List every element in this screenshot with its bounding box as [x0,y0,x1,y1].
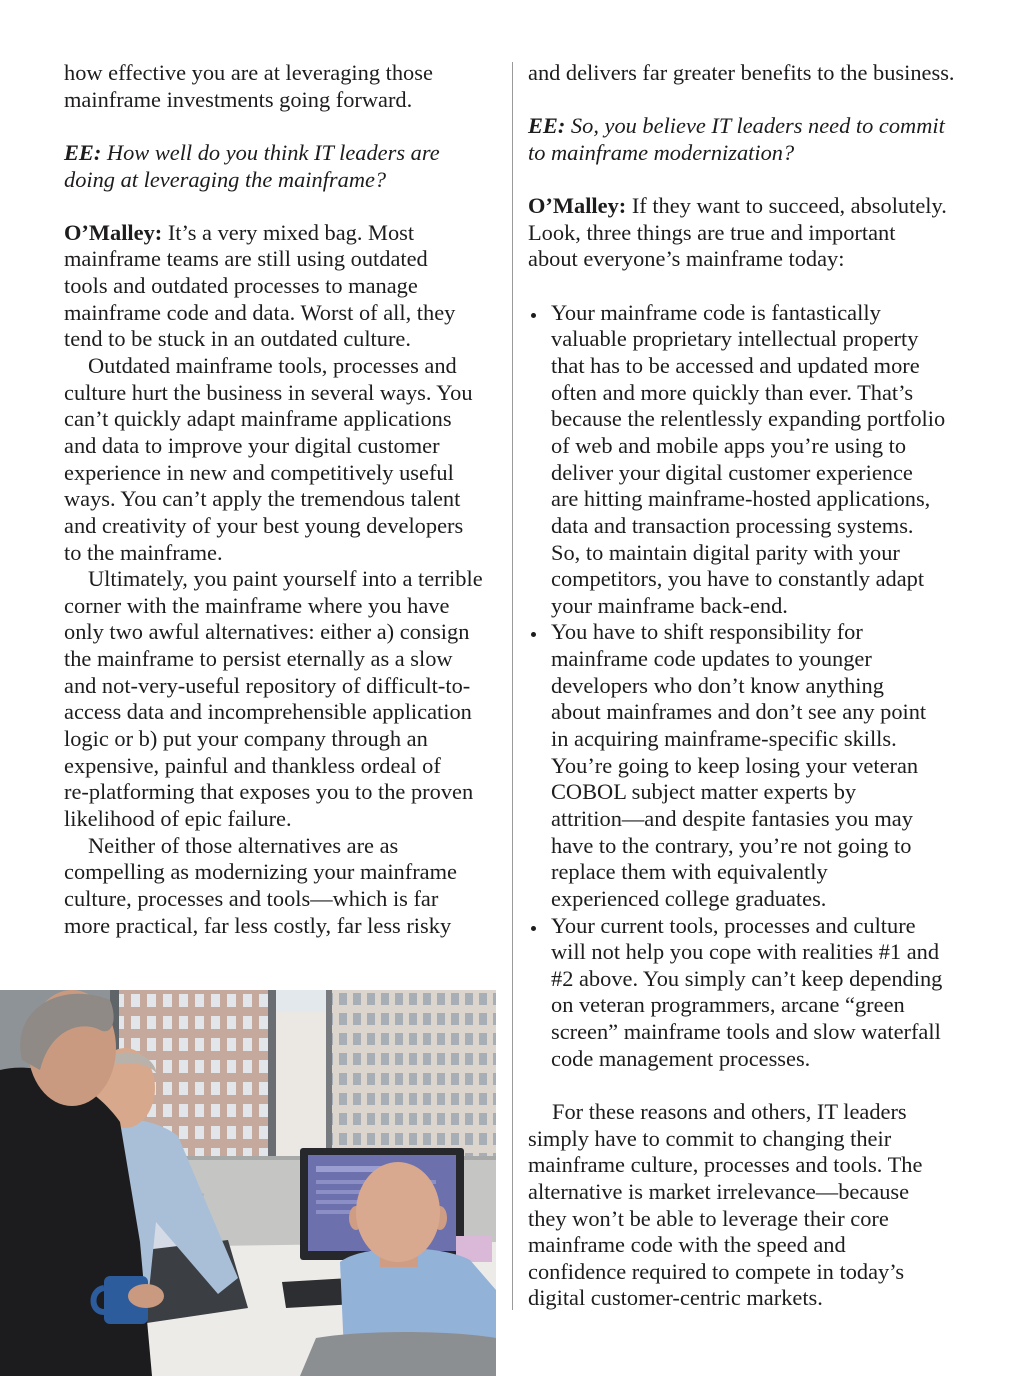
line-text: For these reasons and others, IT leaders [552,1098,907,1124]
text-line [551,619,1008,646]
line-text: they won’t be able to leverage their core [528,1205,889,1231]
office-photo-illustration [0,990,496,1376]
line-text: replace them with equivalently [551,859,828,885]
line-text: tend to be stuck in an outdated culture. [64,326,411,352]
bullet-text [551,913,1008,1073]
text-line [64,859,504,886]
text-line [528,113,1008,140]
bullet-icon [531,313,536,318]
text-line [528,1206,1008,1233]
bullet-item [528,619,1008,912]
text-line [551,833,1008,860]
text-line [551,433,1008,460]
text-line [528,1259,1008,1286]
line-text: will not help you cope with realities #1 and [551,939,940,965]
line-text: can’t quickly adapt mainframe applications [64,406,452,432]
bullet-item [528,913,1008,1073]
paragraph-block [64,566,504,832]
line-text: have to the contrary, you’re not going to [551,832,912,858]
line-text: data and transaction processing systems. [551,512,914,538]
line-text: competitors, you have to constantly adapt [551,566,925,592]
text-line [551,806,1008,833]
line-text: So, to maintain digital parity with your [551,539,900,565]
line-text: experience in new and competitively useful [64,459,454,485]
text-line [551,486,1008,513]
text-line [551,380,1008,407]
line-text: experienced college graduates. [551,885,827,911]
line-text: mainframe code with the speed and [528,1232,846,1258]
line-text: tools and outdated processes to manage [64,273,418,299]
text-line [551,886,1008,913]
text-line [64,779,504,806]
line-text: and data to improve your digital customer [64,432,440,458]
bullet-icon [531,926,536,931]
line-text: Look, three things are true and important [528,219,896,245]
text-line [551,406,1008,433]
column-divider [512,62,513,1310]
speaker-label: EE: [64,139,102,165]
office-chair [300,1332,496,1376]
line-text: How well do you think IT leaders are [106,139,440,165]
text-line [551,859,1008,886]
line-text: Your current tools, processes and culture [551,912,916,938]
paragraph-block [528,1099,1008,1312]
text-line [528,1152,1008,1179]
text-line [64,460,504,487]
bullets-block [528,300,1008,1073]
line-text: Outdated mainframe tools, processes and [88,353,457,379]
text-line [551,326,1008,353]
line-text: COBOL subject matter experts by [551,779,857,805]
text-line [64,380,504,407]
line-text: of web and mobile apps you’re using to [551,432,907,458]
text-line [551,540,1008,567]
line-text: simply have to commit to changing their [528,1125,892,1151]
line-text: Ultimately, you paint yourself into a terrible [88,566,483,592]
text-line [551,300,1008,327]
text-line [551,1046,1008,1073]
line-text: culture hurt the business in several ways. You [64,379,473,405]
text-line [551,1019,1008,1046]
text-line [528,1285,1008,1312]
line-text: because the relentlessly expanding portfolio [551,406,946,432]
text-line [64,353,504,380]
text-line [528,1179,1008,1206]
text-line [528,1126,1008,1153]
text-line [551,939,1008,966]
line-text: culture, processes and tools—which is far [64,885,439,911]
text-line [64,806,504,833]
text-line [528,60,1008,87]
text-line [551,699,1008,726]
bullet-text [551,619,1008,912]
line-text: on veteran programmers, arcane “green [551,992,905,1018]
left-column [64,60,504,939]
line-text: digital customer-centric markets. [528,1285,823,1311]
line-text: the mainframe to persist eternally as a slow [64,646,453,672]
text-line [64,140,504,167]
text-line [64,326,504,353]
line-text: more practical, far less costly, far less risky [64,912,452,938]
text-line [64,913,504,940]
text-line [64,513,504,540]
text-line [551,726,1008,753]
line-text: to the mainframe. [64,539,223,565]
text-line [551,913,1008,940]
text-line [64,540,504,567]
text-line [64,726,504,753]
line-text: ways. You can’t apply the tremendous talent [64,486,461,512]
line-text: mainframe culture, processes and tools. The [528,1152,923,1178]
line-text: compelling as modernizing your mainframe [64,859,457,885]
line-text: code management processes. [551,1045,811,1071]
speaker-label: EE: [528,113,566,139]
text-line [528,1232,1008,1259]
bullet-item [528,300,1008,620]
answer-block [528,193,1008,273]
line-text: logic or b) put your company through an [64,726,428,752]
line-text: often and more quickly than ever. That’s [551,379,914,405]
text-line [64,246,504,273]
text-line [528,246,1008,273]
text-line [64,886,504,913]
text-line [528,193,1008,220]
text-line [64,673,504,700]
line-text: only two awful alternatives: either a) consign [64,619,470,645]
text-line [528,140,1008,167]
text-line [528,1099,1008,1126]
office-photo [0,990,496,1376]
line-text: mainframe investments going forward. [64,86,413,112]
continuation-block [528,60,1008,87]
text-line [64,486,504,513]
text-line [551,779,1008,806]
text-line [64,87,504,114]
line-text: screen” mainframe tools and slow waterfall [551,1019,941,1045]
line-text: doing at leveraging the mainframe? [64,166,387,192]
line-text: attrition—and despite fantasies you may [551,805,913,831]
text-line [551,593,1008,620]
question-block [528,113,1008,166]
line-text: corner with the mainframe where you have [64,592,450,618]
line-text: So, you believe IT leaders need to commit [570,113,945,139]
text-line [528,220,1008,247]
line-text: that has to be accessed and updated more [551,353,920,379]
question-block [64,140,504,193]
text-line [64,406,504,433]
line-text: Your mainframe code is fantastically [551,299,881,325]
text-line [64,619,504,646]
text-line [551,460,1008,487]
line-text: about mainframes and don’t see any point [551,699,927,725]
text-line [64,167,504,194]
line-text: #2 above. You simply can’t keep depending [551,965,943,991]
line-text: re-platforming that exposes you to the proven [64,779,474,805]
line-text: are hitting mainframe-hosted applications, [551,486,931,512]
line-text: deliver your digital customer experience [551,459,913,485]
speaker-label: O’Malley: [528,193,627,219]
text-line [64,699,504,726]
text-line [64,593,504,620]
line-text: It’s a very mixed bag. Most [167,219,415,245]
text-line [64,273,504,300]
line-text: about everyone’s mainframe today: [528,246,845,272]
line-text: and delivers far greater benefits to the business. [528,60,955,85]
text-line [551,353,1008,380]
line-text: mainframe code and data. Worst of all, they [64,299,456,325]
text-line [551,566,1008,593]
text-line [64,60,504,87]
speaker-label: O’Malley: [64,219,163,245]
text-line [64,433,504,460]
line-text: to mainframe modernization? [528,139,795,165]
text-line [551,966,1008,993]
line-text: and creativity of your best young developers [64,512,464,538]
line-text: You’re going to keep losing your veteran [551,752,919,778]
bullet-text [551,300,1008,620]
text-line [64,220,504,247]
line-text: confidence required to compete in today’s [528,1258,905,1284]
text-line [551,992,1008,1019]
continuation-block [64,60,504,113]
line-text: and not-very-useful repository of difficult-to- [64,672,471,698]
line-text: valuable proprietary intellectual property [551,326,919,352]
line-text: your mainframe back-end. [551,592,788,618]
line-text: mainframe teams are still using outdated [64,246,428,272]
answer-block [64,220,504,353]
text-line [551,673,1008,700]
text-line [551,753,1008,780]
text-line [551,646,1008,673]
line-text: You have to shift responsibility for [551,619,863,645]
line-text: in acquiring mainframe-specific skills. [551,726,897,752]
text-line [64,566,504,593]
line-text: alternative is market irrelevance—because [528,1178,910,1204]
text-line [64,646,504,673]
line-text: If they want to succeed, absolutely. [631,193,947,219]
text-line [551,513,1008,540]
text-line [64,753,504,780]
line-text: Neither of those alternatives are as [88,832,399,858]
line-text: access data and incomprehensible application [64,699,472,725]
line-text: likelihood of epic failure. [64,805,292,831]
line-text: developers who don’t know anything [551,672,884,698]
line-text: mainframe code updates to younger [551,646,872,672]
line-text: expensive, painful and thankless ordeal of [64,752,441,778]
paragraph-block [64,353,504,566]
paragraph-block [64,833,504,940]
bullet-icon [531,632,536,637]
text-line [64,300,504,327]
text-line [64,833,504,860]
line-text: how effective you are at leveraging those [64,60,433,85]
right-column [528,60,1008,1312]
